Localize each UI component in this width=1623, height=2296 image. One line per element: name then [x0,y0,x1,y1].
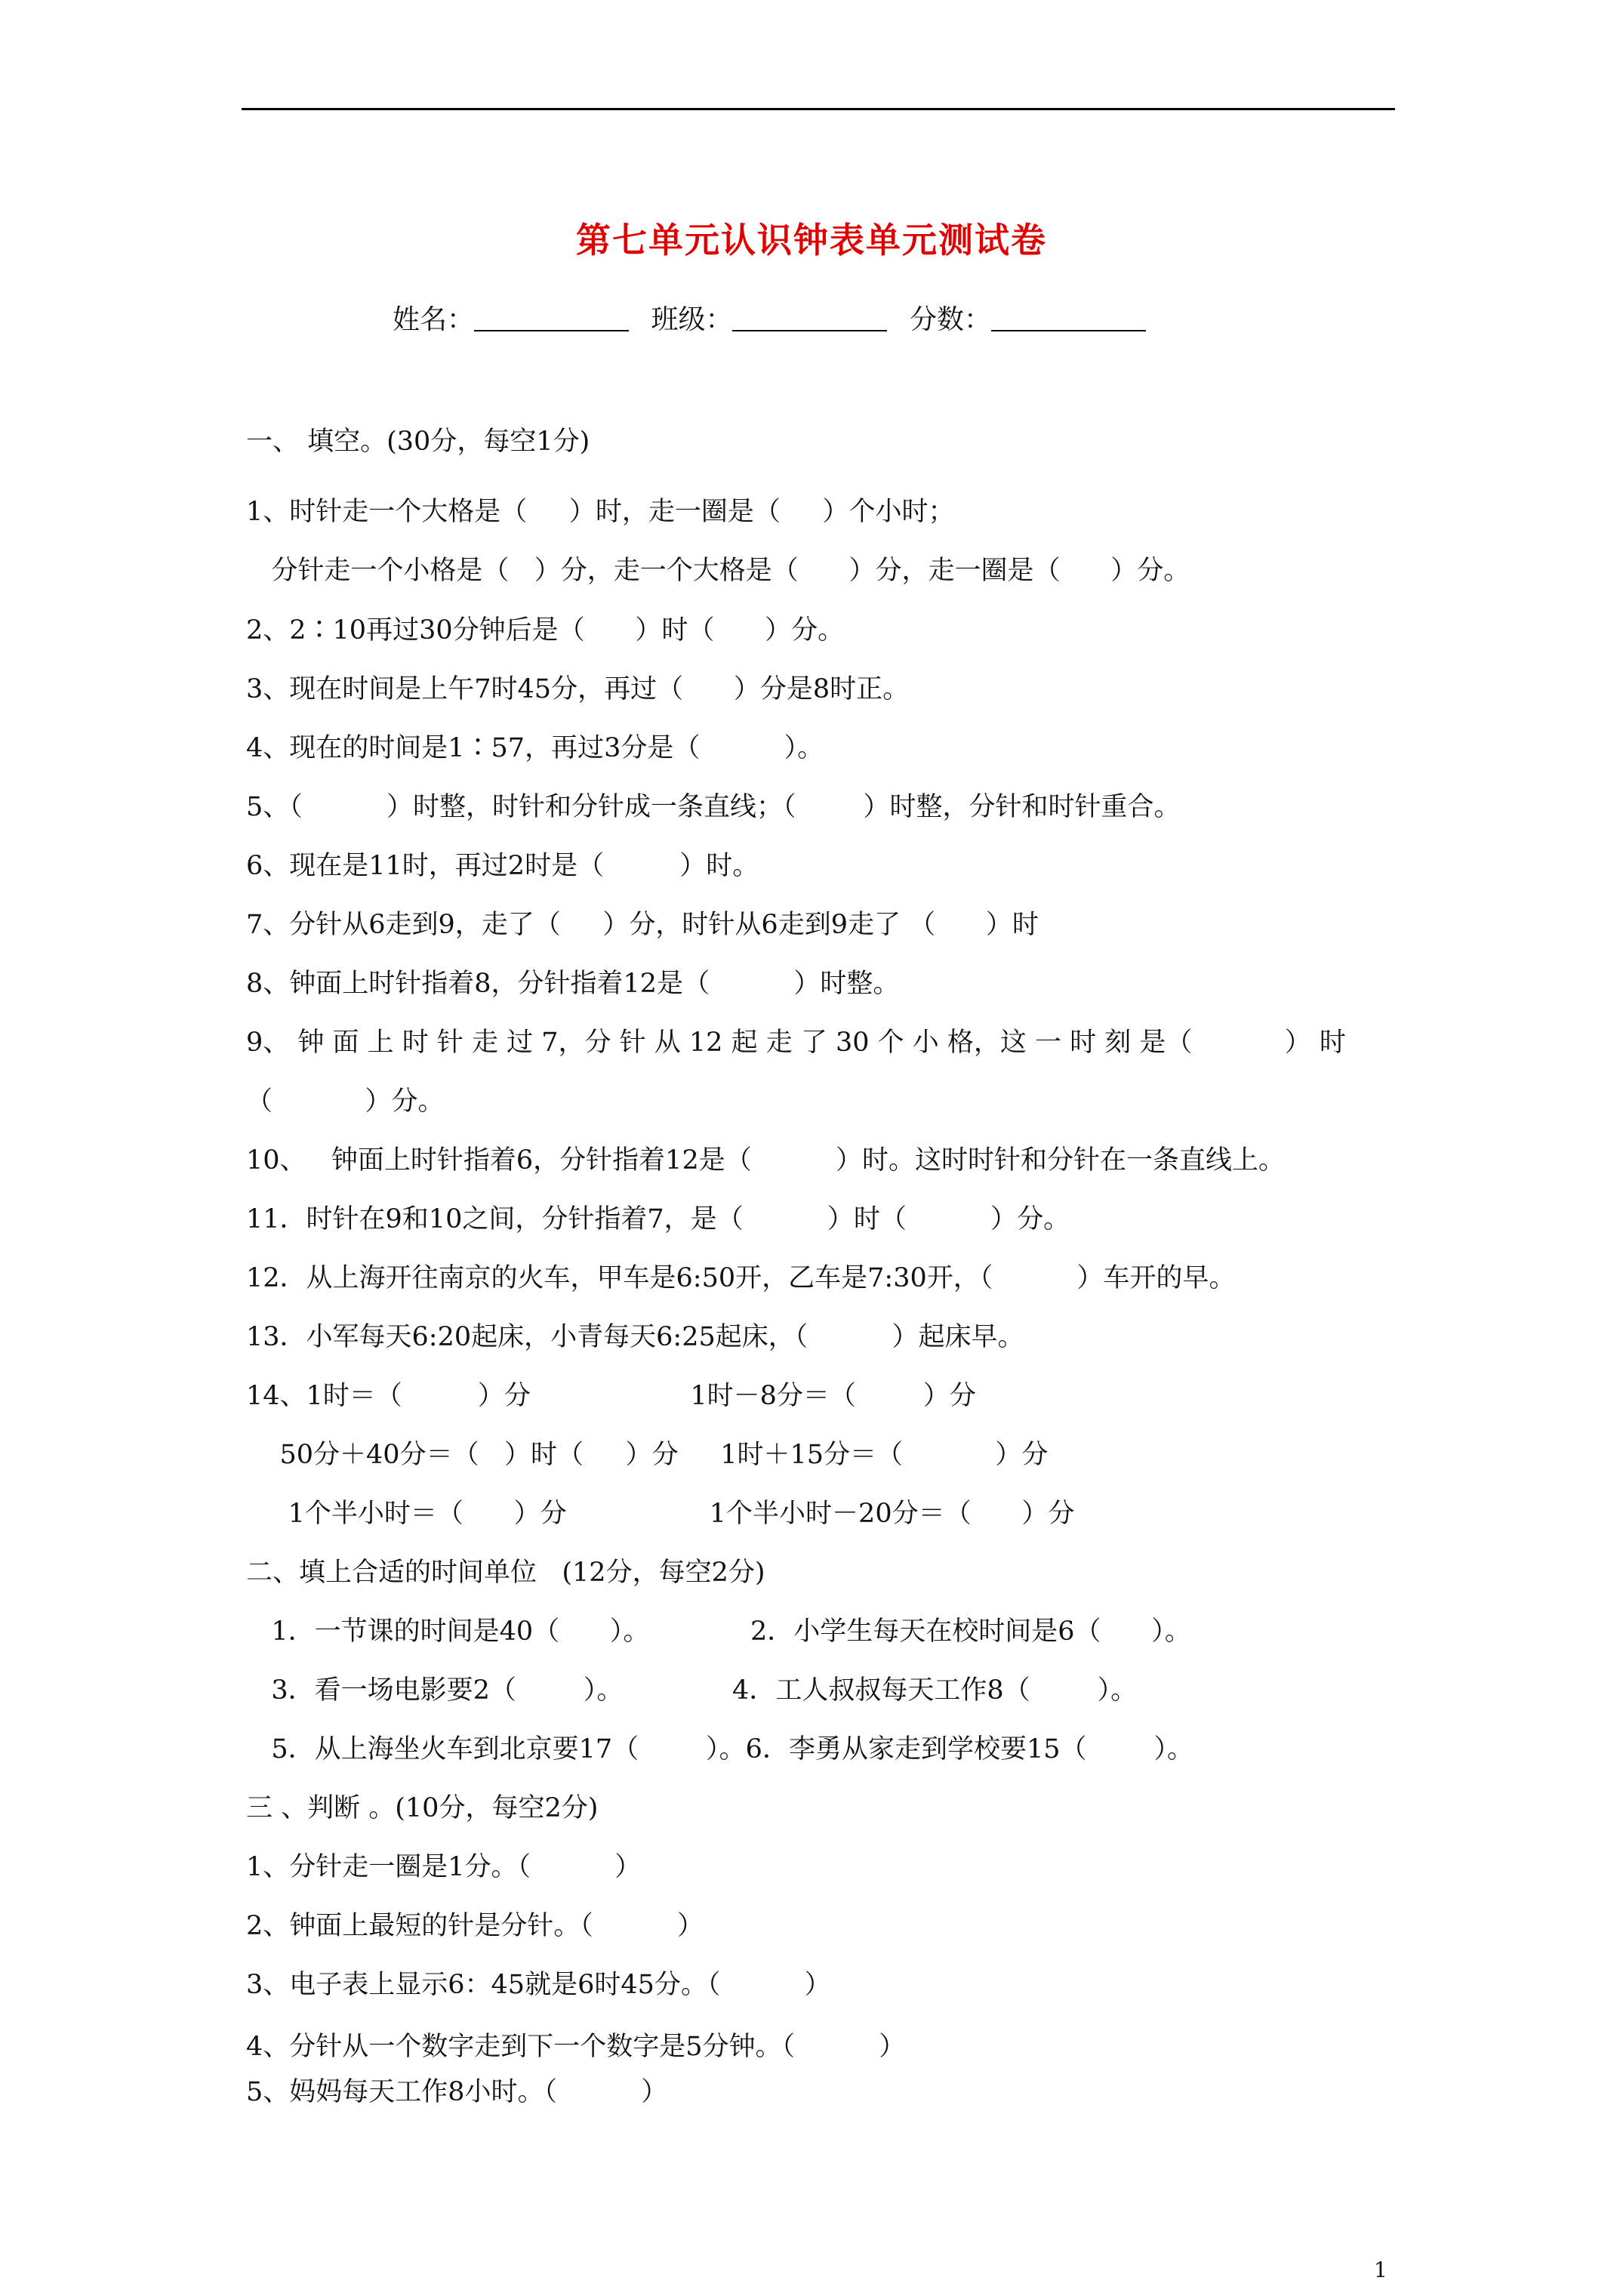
question-line: 10、 钟面上时针指着6，分针指着12是（ ）时。这时时针和分针在一条直线上。 [246,1145,1285,1176]
question-line: 1个半小时＝（ ）分 1个半小时－20分＝（ ）分 [246,1499,1075,1529]
section-2-heading: 二、填上合适的时间单位 (12分，每空2分) [246,1558,765,1588]
page-number: 1 [1374,2257,1387,2282]
name-label: 姓名： [393,304,475,335]
section-3-heading: 三 、判断 。(10分，每空2分) [246,1793,599,1823]
question-line: （ ）分。 [246,1086,445,1117]
section-1-heading: 一、 填空。(30分，每空1分) [246,427,590,457]
page-title: 第七单元认识钟表单元测试卷 [576,220,1047,260]
question-line: 3、现在时间是上午7时45分，再过（ ）分是8时正。 [246,674,910,704]
class-label: 班级： [651,304,733,335]
question-line: 9、 钟 面 上 时 针 走 过 7，分 针 从 12 起 走 了 30 个 小 格，这 一 时 刻 是（ ） 时 [246,1028,1346,1058]
question-line: 4、现在的时间是1∶57，再过3分是（ ）。 [246,733,824,763]
question-line: 13．小军每天6:20起床，小青每天6:25起床，（ ）起床早。 [246,1322,1024,1352]
question-line: 1．一节课的时间是40（ ）。 2．小学生每天在校时间是6（ ）。 [246,1616,1191,1647]
name-blank[interactable] [474,306,629,331]
question-line: 1、时针走一个大格是（ ）时，走一圈是（ ）个小时； [246,497,955,527]
question-line: 1、分针走一圈是1分。（ ） [246,1852,642,1882]
question-line: 3．看一场电影要2（ ）。 4．工人叔叔每天工作8（ ）。 [246,1675,1138,1706]
header-rule [242,108,1395,110]
question-line: 8、钟面上时针指着8，分针指着12是（ ）时整。 [246,969,900,999]
question-line: 4、分针从一个数字走到下一个数字是5分钟。（ ） [246,2032,906,2062]
question-line: 3、电子表上显示6：45就是6时45分。（ ） [246,1970,831,2000]
question-line: 5．从上海坐火车到北京要17（ ）。6．李勇从家走到学校要15（ ）。 [246,1734,1193,1764]
score-label: 分数： [909,304,991,335]
question-line: 11．时针在9和10之间，分针指着7，是（ ）时（ ）分。 [246,1204,1070,1234]
question-line: 2、2∶10再过30分钟后是（ ）时（ ）分。 [246,615,845,646]
score-blank[interactable] [991,306,1146,331]
question-line: 分针走一个小格是（ ）分，走一个大格是（ ）分，走一圈是（ ）分。 [246,556,1190,586]
class-blank[interactable] [732,306,887,331]
question-line: 6、现在是11时，再过2时是（ ）时。 [246,851,759,881]
question-line: 5、妈妈每天工作8小时。（ ） [246,2077,668,2107]
question-line: 50分＋40分＝（ ）时（ ）分 1时＋15分＝（ ）分 [246,1440,1049,1470]
question-line: 5、（ ）时整，时针和分针成一条直线；（ ）时整，分针和时针重合。 [246,792,1181,822]
student-info-row [393,302,1160,338]
question-line: 14、1时＝（ ）分 1时－8分＝（ ）分 [246,1381,976,1411]
question-line: 2、钟面上最短的针是分针。（ ） [246,1911,704,1941]
question-line: 7、分针从6走到9，走了（ ）分，时针从6走到9走了 （ ）时 [246,910,1039,940]
question-line: 12．从上海开往南京的火车，甲车是6:50开，乙车是7:30开，（ ）车开的早。 [246,1263,1236,1293]
